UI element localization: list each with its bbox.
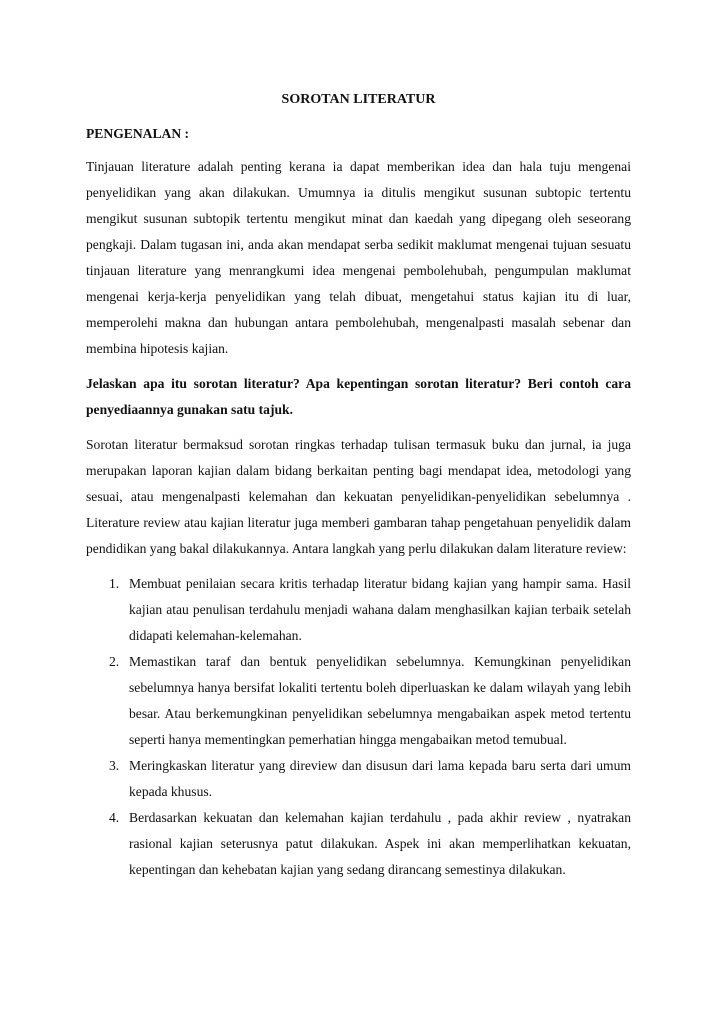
steps-list <box>86 571 631 883</box>
question-paragraph: Jelaskan apa itu sorotan literatur? Apa kepentingan sorotan literatur? Beri contoh cara penyediaannya gunakan satu tajuk. <box>86 376 631 417</box>
answer-paragraph: Sorotan literatur bermaksud sorotan ringkas terhadap tulisan termasuk buku dan jurnal, ia juga merupakan laporan kajian dalam bidang berkaitan penting bagi mendapat idea, metodologi yang sesuai, atau mengenalpasti kelemahan dan kekuatan penyelidikan-penyelidikan sebelumnya . Literature review atau kajian literatur juga memberi gambaran tahap pengetahuan penyelidik dalam pendidikan yang bakal dilakukannya. Antara langkah yang perlu dilakukan dalam literature review: <box>86 437 631 556</box>
document-page <box>86 90 631 883</box>
list-item-number: 1. <box>109 576 120 591</box>
list-item-text: Berdasarkan kekuatan dan kelemahan kajian terdahulu , pada akhir review , nyatrakan rasional kajian seterusnya patut dilakukan. Aspek ini akan memperlihatkan kekuatan, kepentingan dan kehebatan kajian yang sedang dirancang semestinya dilakukan. <box>129 810 631 877</box>
list-item <box>86 571 631 649</box>
intro-paragraph: Tinjauan literature adalah penting kerana ia dapat memberikan idea dan hala tuju mengenai penyelidikan yang akan dilakukan. Umumnya ia ditulis mengikut susunan subtopic tertentu mengikut susunan subtopik tertentu mengikut minat dan kaedah yang dipegang oleh seseorang pengkaji. Dalam tugasan ini, anda akan mendapat serba sedikit maklumat mengenai tujuan sesuatu tinjauan literature yang menrangkumi idea mengenai pembolehubah, pengumpulan maklumat mengenai kerja-kerja penyelidikan yang telah dibuat, mengetahui status kajian itu di luar, memperolehi makna dan hubungan antara pembolehubah, mengenalpasti masalah sebenar dan membina hipotesis kajian. <box>86 159 631 356</box>
list-item-text: Meringkaskan literatur yang direview dan disusun dari lama kepada baru serta dari umum kepada khusus. <box>129 758 631 799</box>
list-item-text: Membuat penilaian secara kritis terhadap literatur bidang kajian yang hampir sama. Hasil kajian atau penulisan terdahulu menjadi wahana dalam menghasilkan kajian terbaik setelah didapati kelemahan-kelemahan. <box>129 576 631 643</box>
list-item <box>86 649 631 753</box>
list-item-number: 3. <box>109 758 120 773</box>
list-item <box>86 753 631 805</box>
list-item <box>86 805 631 883</box>
list-item-text: Memastikan taraf dan bentuk penyelidikan sebelumnya. Kemungkinan penyelidikan sebelumnya hanya bersifat lokaliti tertentu boleh diperluaskan ke dalam wilayah yang lebih besar. Atau berkemungkinan penyelidikan sebelumnya mengabaikan aspek metod tertentu seperti hanya mementingkan pemerhatian hingga mengabaikan metod temubual. <box>129 654 631 747</box>
document-title: SOROTAN LITERATUR <box>281 92 436 107</box>
list-item-number: 2. <box>109 654 120 669</box>
list-item-number: 4. <box>109 810 120 825</box>
intro-heading: PENGENALAN : <box>86 126 190 141</box>
